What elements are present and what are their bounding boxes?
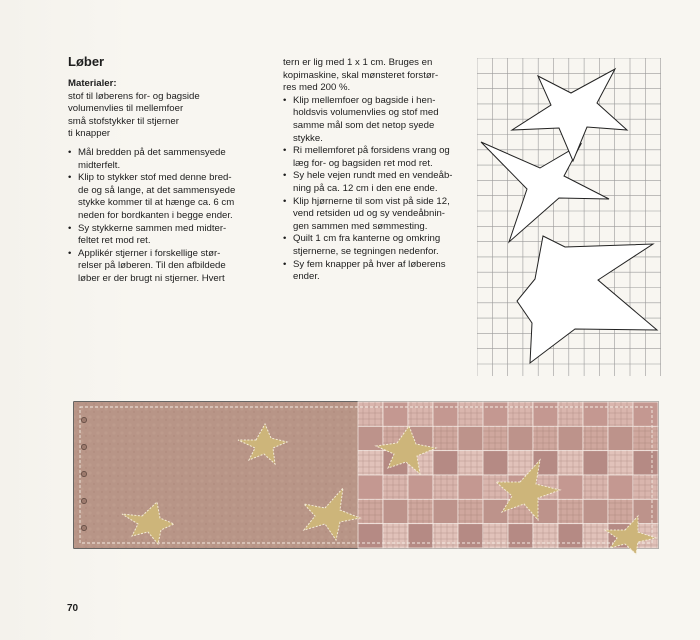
- step-item: • Sy stykkerne sammen med midter- feltet ret mod ret.: [68, 223, 268, 248]
- patch-texture: [458, 499, 483, 523]
- patch-square: [533, 402, 558, 426]
- patch-texture: [583, 524, 608, 548]
- patch-square: [358, 475, 383, 499]
- patchwork-panel: [358, 402, 658, 548]
- patch-square: [433, 451, 458, 475]
- steps-list-right: [283, 95, 463, 284]
- patch-texture: [558, 499, 583, 523]
- patch-texture: [383, 475, 408, 499]
- patch-texture: [433, 475, 458, 499]
- patch-texture: [633, 426, 658, 450]
- materials-heading: Materialer:: [68, 78, 117, 89]
- patch-texture: [533, 426, 558, 450]
- patch-texture: [583, 475, 608, 499]
- patch-texture: [433, 524, 458, 548]
- step-item: • Quilt 1 cm fra kanterne og omkring stjernerne, se tegningen nedenfor.: [283, 233, 463, 258]
- materials-line: stof til løberens for- og bagside: [68, 90, 200, 102]
- patch-texture: [458, 402, 483, 426]
- patch-texture: [608, 499, 633, 523]
- patch-square: [583, 451, 608, 475]
- left-column: [68, 54, 268, 286]
- page-title: Løber: [68, 54, 105, 69]
- patch-square: [558, 426, 583, 450]
- button-icon: [81, 525, 86, 530]
- patch-square: [633, 451, 658, 475]
- middle-column: [283, 57, 463, 284]
- patch-square: [483, 451, 508, 475]
- patch-square: [558, 524, 583, 548]
- patch-texture: [358, 451, 383, 475]
- patch-square: [483, 402, 508, 426]
- patch-texture: [358, 499, 383, 523]
- button-icon: [81, 471, 86, 476]
- step-item: • Mål bredden på det sammensyede midterfelt.: [68, 147, 268, 172]
- materials-line: ti knapper: [68, 128, 111, 140]
- patch-texture: [608, 402, 633, 426]
- patch-texture: [583, 426, 608, 450]
- patch-texture: [483, 524, 508, 548]
- patch-square: [483, 499, 508, 523]
- button-icon: [81, 417, 86, 422]
- button-icon: [81, 444, 86, 449]
- step-item: • Klip mellemfoer og bagside i hen- holdsvis volumenvlies og stof med samme mål som det netop syede stykke.: [283, 95, 463, 145]
- patch-texture: [558, 402, 583, 426]
- patch-square: [633, 402, 658, 426]
- step-item: • Sy fem knapper på hver af løberens ender.: [283, 259, 463, 284]
- materials-line: volumenvlies til mellemfoer: [68, 103, 184, 115]
- patch-square: [408, 524, 433, 548]
- patch-square: [383, 499, 408, 523]
- patch-texture: [458, 451, 483, 475]
- patch-square: [358, 524, 383, 548]
- patch-texture: [608, 451, 633, 475]
- star-outline-medium: [481, 142, 609, 242]
- continued-text: tern er lig med 1 x 1 cm. Bruges en kopimaskine, skal mønsteret forstør- res med 200 %.: [283, 57, 439, 94]
- patch-texture: [633, 475, 658, 499]
- patch-square: [433, 499, 458, 523]
- patch-texture: [558, 451, 583, 475]
- patch-texture: [408, 402, 433, 426]
- patch-texture: [483, 426, 508, 450]
- step-item: • Ri mellemforet på forsidens vrang og læg for- og bagsiden ret mod ret.: [283, 145, 463, 170]
- patch-square: [408, 475, 433, 499]
- patch-square: [508, 426, 533, 450]
- patch-square: [583, 402, 608, 426]
- patch-square: [383, 402, 408, 426]
- button-icon: [81, 498, 86, 503]
- patch-texture: [433, 426, 458, 450]
- star-template-grid-icon: [477, 58, 661, 376]
- step-item: • Klip to stykker stof med denne bred- de og så lange, at det sammensyede stykke kommer til at hænge ca. 6 cm neden for bordkanten i begge ender.: [68, 172, 268, 222]
- page-number: 70: [67, 603, 79, 614]
- patch-square: [583, 499, 608, 523]
- step-item: • Sy hele vejen rundt med en vendeåb- ning på ca. 12 cm i den ene ende.: [283, 170, 463, 195]
- materials-line: små stofstykker til stjerner: [68, 115, 179, 127]
- patch-square: [608, 426, 633, 450]
- step-item: • Klip hjørnerne til som vist på side 12, vend retsiden ud og sy vendeåbnin- gen sammen med sømmesting.: [283, 196, 463, 234]
- star-pattern-grid: [477, 58, 661, 376]
- patch-square: [608, 475, 633, 499]
- step-item: • Applikér stjerner i forskellige stør- relser på løberen. Til den afbildede løber er der brugt ni stjerner. Hvert: [68, 248, 268, 286]
- steps-list-left: [68, 147, 268, 286]
- patch-texture: [358, 402, 383, 426]
- runner-drawing: [72, 398, 662, 556]
- patch-square: [458, 475, 483, 499]
- patch-square: [508, 524, 533, 548]
- patch-texture: [408, 499, 433, 523]
- patch-texture: [508, 402, 533, 426]
- patch-square: [558, 475, 583, 499]
- patch-square: [433, 402, 458, 426]
- patch-texture: [533, 524, 558, 548]
- patch-square: [458, 524, 483, 548]
- patch-texture: [383, 524, 408, 548]
- star-outline-small: [512, 69, 627, 161]
- table-runner-illustration: [72, 398, 662, 556]
- patch-square: [458, 426, 483, 450]
